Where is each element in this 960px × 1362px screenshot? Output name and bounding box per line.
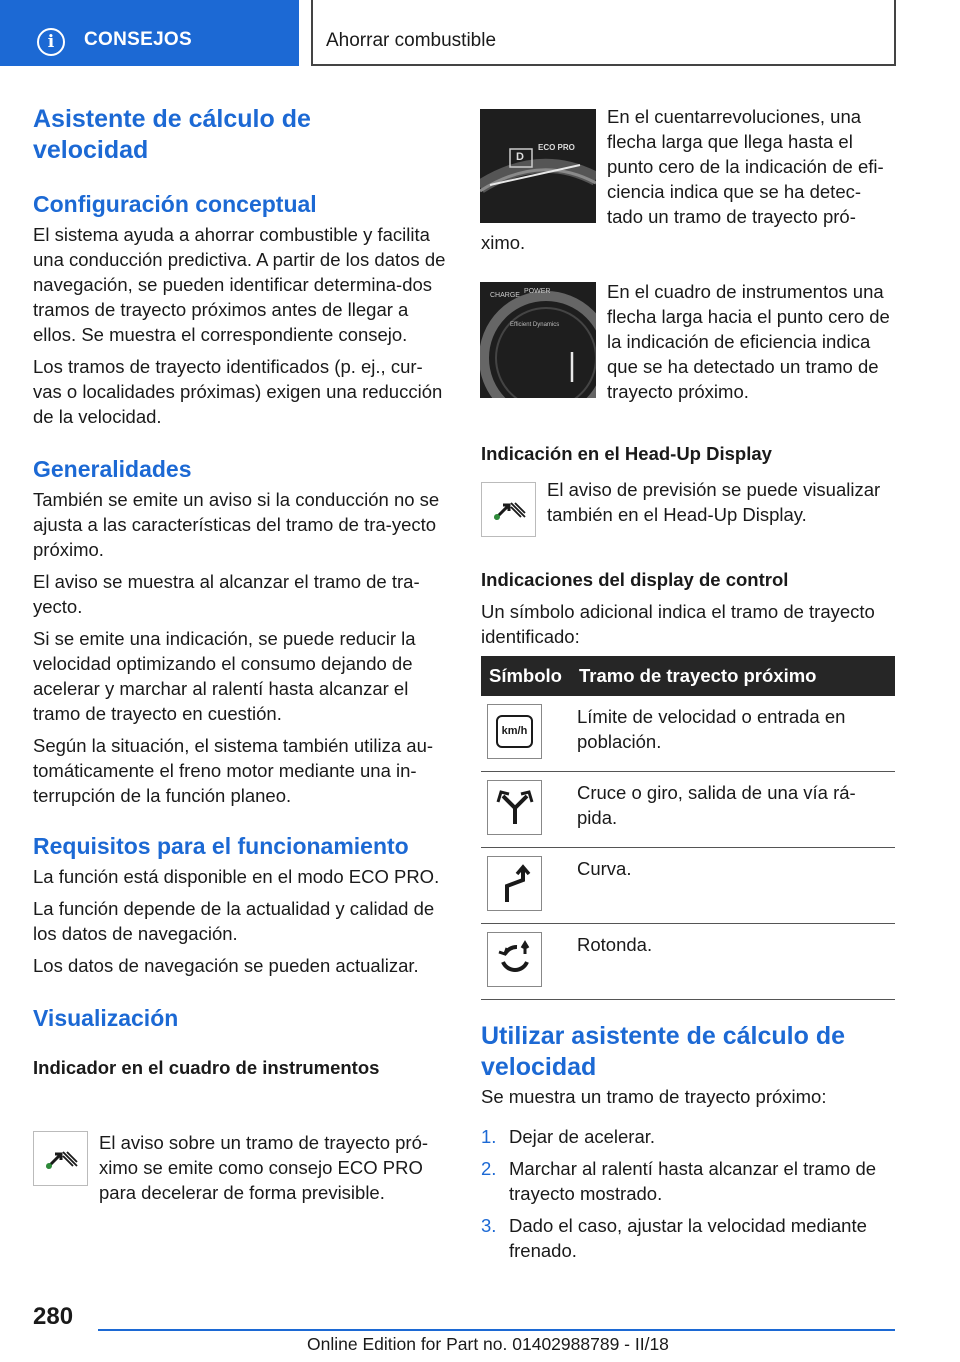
symbol-table (481, 656, 895, 1000)
paragraph: En el cuentarrevoluciones, una flecha larga que llega hasta el punto cero de la indicación de efi‐ciencia indica que se ha detec‐tado un tramo de trayecto pró‐ (607, 106, 884, 227)
table-cell: Límite de velocidad o entrada en población. (571, 696, 895, 772)
eco-pro-label: ECO PRO (538, 143, 575, 152)
step-number: 2. (481, 1158, 497, 1179)
steps-list (481, 1124, 895, 1270)
section-heading-requirements: Requisitos para el funcionamiento (33, 833, 409, 859)
efficient-dynamics-label: Efficient Dynamics (510, 322, 560, 328)
eco-pro-tip-icon (33, 1131, 88, 1186)
paragraph: También se emite un aviso si la conducción no se ajusta a las características del tramo de tra‐yecto próximo. (33, 489, 440, 560)
step-text: Dejar de acelerar. (509, 1126, 656, 1147)
table-cell: Cruce o giro, salida de una vía rá‐pida. (571, 772, 895, 848)
paragraph: Los datos de navegación se pueden actualizar. (33, 955, 419, 976)
hud-tip-icon (481, 482, 536, 537)
section-heading-display: Visualización (33, 1005, 179, 1031)
paragraph: ximo. (481, 232, 526, 253)
paragraph: Se muestra un tramo de trayecto próximo: (481, 1086, 827, 1107)
page-title: Asistente de cálculo de velocidad (33, 105, 311, 164)
curve-icon (487, 856, 542, 911)
subheading-hud: Indicación en el Head-Up Display (481, 443, 772, 464)
paragraph: El aviso se muestra al alcanzar el tramo de tra‐yecto. (33, 571, 420, 617)
tachometer-photo (480, 109, 596, 223)
step-number: 1. (481, 1126, 497, 1147)
junction-icon (487, 780, 542, 835)
table-row (481, 924, 895, 1000)
chapter-title: Ahorrar combustible (326, 30, 497, 51)
speed-limit-icon-text: km/h (496, 715, 534, 748)
info-icon: i (37, 28, 65, 56)
step-number: 3. (481, 1215, 497, 1236)
roundabout-icon (487, 932, 542, 987)
step-text: Marchar al ralentí hasta alcanzar el tramo de trayecto mostrado. (509, 1158, 877, 1204)
list-item (481, 1124, 895, 1149)
charge-label: CHARGE (490, 292, 520, 299)
table-row (481, 772, 895, 848)
paragraph: Un símbolo adicional indica el tramo de trayecto identificado: (481, 601, 875, 647)
step-text: Dado el caso, ajustar la velocidad mediante frenado. (509, 1215, 867, 1261)
table-row (481, 848, 895, 924)
table-header: Símbolo (481, 656, 571, 696)
edition-note: Online Edition for Part no. 01402988789 - II/18 (307, 1334, 669, 1354)
paragraph: Los tramos de trayecto identificados (p. ej., cur‐vas o localidades próximas) exigen una reducción de la velocidad. (33, 356, 443, 427)
table-cell: Rotonda. (571, 924, 895, 1000)
list-item (481, 1156, 895, 1206)
table-cell: Curva. (571, 848, 895, 924)
paragraph: El aviso de previsión se puede visualizar también en el Head-Up Display. (547, 479, 881, 525)
left-column (33, 104, 448, 1080)
paragraph: En el cuadro de instrumentos una flecha larga hacia el punto cero de la indicación de eficiencia indica que se ha detectado un tramo de trayecto próximo. (607, 281, 890, 402)
section-tab-label: CONSEJOS (84, 29, 192, 50)
paragraph: Si se emite una indicación, se puede reducir la velocidad optimizando el consumo dejando de acelerar y marchar al ralentí hasta alcanzar el tramo de trayecto en cuestión. (33, 628, 416, 724)
power-label: POWER (524, 288, 551, 295)
paragraph: El aviso sobre un tramo de trayecto pró‐ximo se emite como consejo ECO PRO para decelerar de forma previsible. (99, 1132, 429, 1203)
page-number: 280 (33, 1303, 74, 1330)
table-header-row (481, 656, 895, 696)
gear-indicator: D (516, 151, 524, 163)
paragraph: Según la situación, el sistema también utiliza au‐tomáticamente el freno motor mediante una in‐terrupción de la función planeo. (33, 735, 434, 806)
section-heading-use: Utilizar asistente de cálculo de velocidad (481, 1022, 846, 1081)
subheading-instrument-cluster: Indicador en el cuadro de instrumentos (33, 1057, 380, 1078)
speed-limit-icon (487, 704, 542, 759)
paragraph: La función depende de la actualidad y calidad de los datos de navegación. (33, 898, 435, 944)
paragraph: La función está disponible en el modo ECO PRO. (33, 866, 440, 887)
paragraph: El sistema ayuda a ahorrar combustible y facilita una conducción predictiva. A partir de los datos de navegación, se pueden identificar determina‐dos tramos de trayecto próximos antes de llegar a ellos. Se muestra el correspondiente consejo. (33, 224, 446, 345)
instrument-cluster-photo (480, 282, 596, 398)
section-heading-general: Generalidades (33, 456, 192, 482)
footer-divider (98, 1329, 895, 1331)
table-row (481, 696, 895, 772)
subheading-control-display: Indicaciones del display de control (481, 569, 789, 590)
section-heading-concept: Configuración conceptual (33, 191, 317, 217)
table-header: Tramo de trayecto próximo (571, 656, 895, 696)
list-item (481, 1213, 895, 1263)
